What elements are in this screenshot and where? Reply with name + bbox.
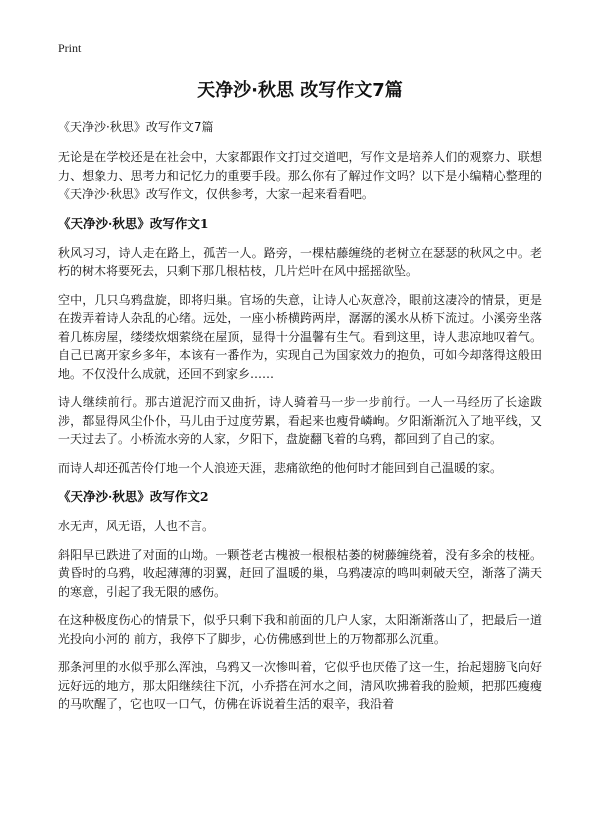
- paragraph: 而诗人却还孤苦伶仃地一个人浪迹天涯，悲痛欲绝的他何时才能回到自己温暖的家。: [58, 460, 503, 475]
- paragraph: 在这种极度伤心的情景下，似乎只剩下我和前面的几户人家，太阳渐渐落山了，把最后一道光投向小河的 前方，我停下了脚步，心仿佛感到世上的万物都那么沉重。: [58, 613, 542, 646]
- paragraph: 秋风习习，诗人走在路上，孤苦一人。路旁，一棵枯藤缠绕的老树立在瑟瑟的秋风之中。老朽的树木将要死去，只剩下那几根枯枝，几片烂叶在风中摇摇欲坠。: [58, 245, 542, 278]
- intro-paragraph: 无论是在学校还是在社会中，大家都跟作文打过交道吧，写作文是培养人们的观察力、联想力、想象力、思考力和记忆力的重要手段。那么你有了解过作文吗？以下是小编精心整理的《天净沙·秋思》改写作文，仅供参考，大家一起来看看吧。: [58, 150, 542, 201]
- document-subtitle: 《天净沙·秋思》改写作文7篇: [58, 120, 214, 134]
- essay-section-1: [58, 214, 542, 478]
- paragraph: 诗人继续前行。那古道泥泞而又曲折，诗人骑着马一步一步前行。一人一马经历了长途跋涉，都显得风尘仆仆，马儿由于过度劳累，看起来也瘦骨嶙峋。夕阳渐渐沉入了地平线，又一天过去了。小桥流水旁的人家，夕阳下，盘旋翻飞着的乌鸦，都回到了自己的家。: [58, 395, 542, 446]
- section-heading: 《天净沙·秋思》改写作文1: [58, 215, 209, 231]
- print-link[interactable]: Print: [58, 41, 82, 55]
- paragraph: 空中，几只乌鸦盘旋，即将归巢。官场的失意，让诗人心灰意冷，眼前这凄冷的情景，更是在拨弄着诗人杂乱的心绪。远处，一座小桥横跨两岸，潺潺的溪水从桥下流过。小溪旁坐落着几栋房屋，缕缕炊烟萦绕在屋顶，显得十分温馨有生气。看到这里，诗人悲凉地叹着气。自己已离开家乡多年，本该有一番作为，实现自己为国家效力的抱负，可如今却落得这般田地。不仅没什么成就，还回不到家乡……: [58, 292, 542, 381]
- paragraph: 水无声，风无语，人也不言。: [58, 519, 215, 533]
- section-heading: 《天净沙·秋思》改写作文2: [58, 489, 209, 504]
- paragraph: 斜阳早已跌进了对面的山坳。一颗苍老古槐被一根根枯萎的树藤缠绕着，没有多余的枝桠。黄昏时的乌鸦，收起薄薄的羽翼，赶回了温暖的巢，乌鸦凄凉的鸣叫刺破天空，渐落了满天的寒意，引起了我无限的感伤。: [58, 547, 542, 599]
- essay-section-2: [58, 487, 542, 714]
- document-title: 天净沙·秋思 改写作文7篇: [197, 80, 403, 101]
- paragraph: 那条河里的水似乎那么浑浊，乌鸦又一次惨叫着，它似乎也厌倦了这一生，抬起翅膀飞向好远好远的地方，那太阳继续往下沉，小乔搭在河水之间，清风吹拂着我的脸颊，把那匹瘦瘦的马吹醒了，它也叹一口气，仿佛在诉说着生活的艰辛，我沿着: [58, 660, 542, 711]
